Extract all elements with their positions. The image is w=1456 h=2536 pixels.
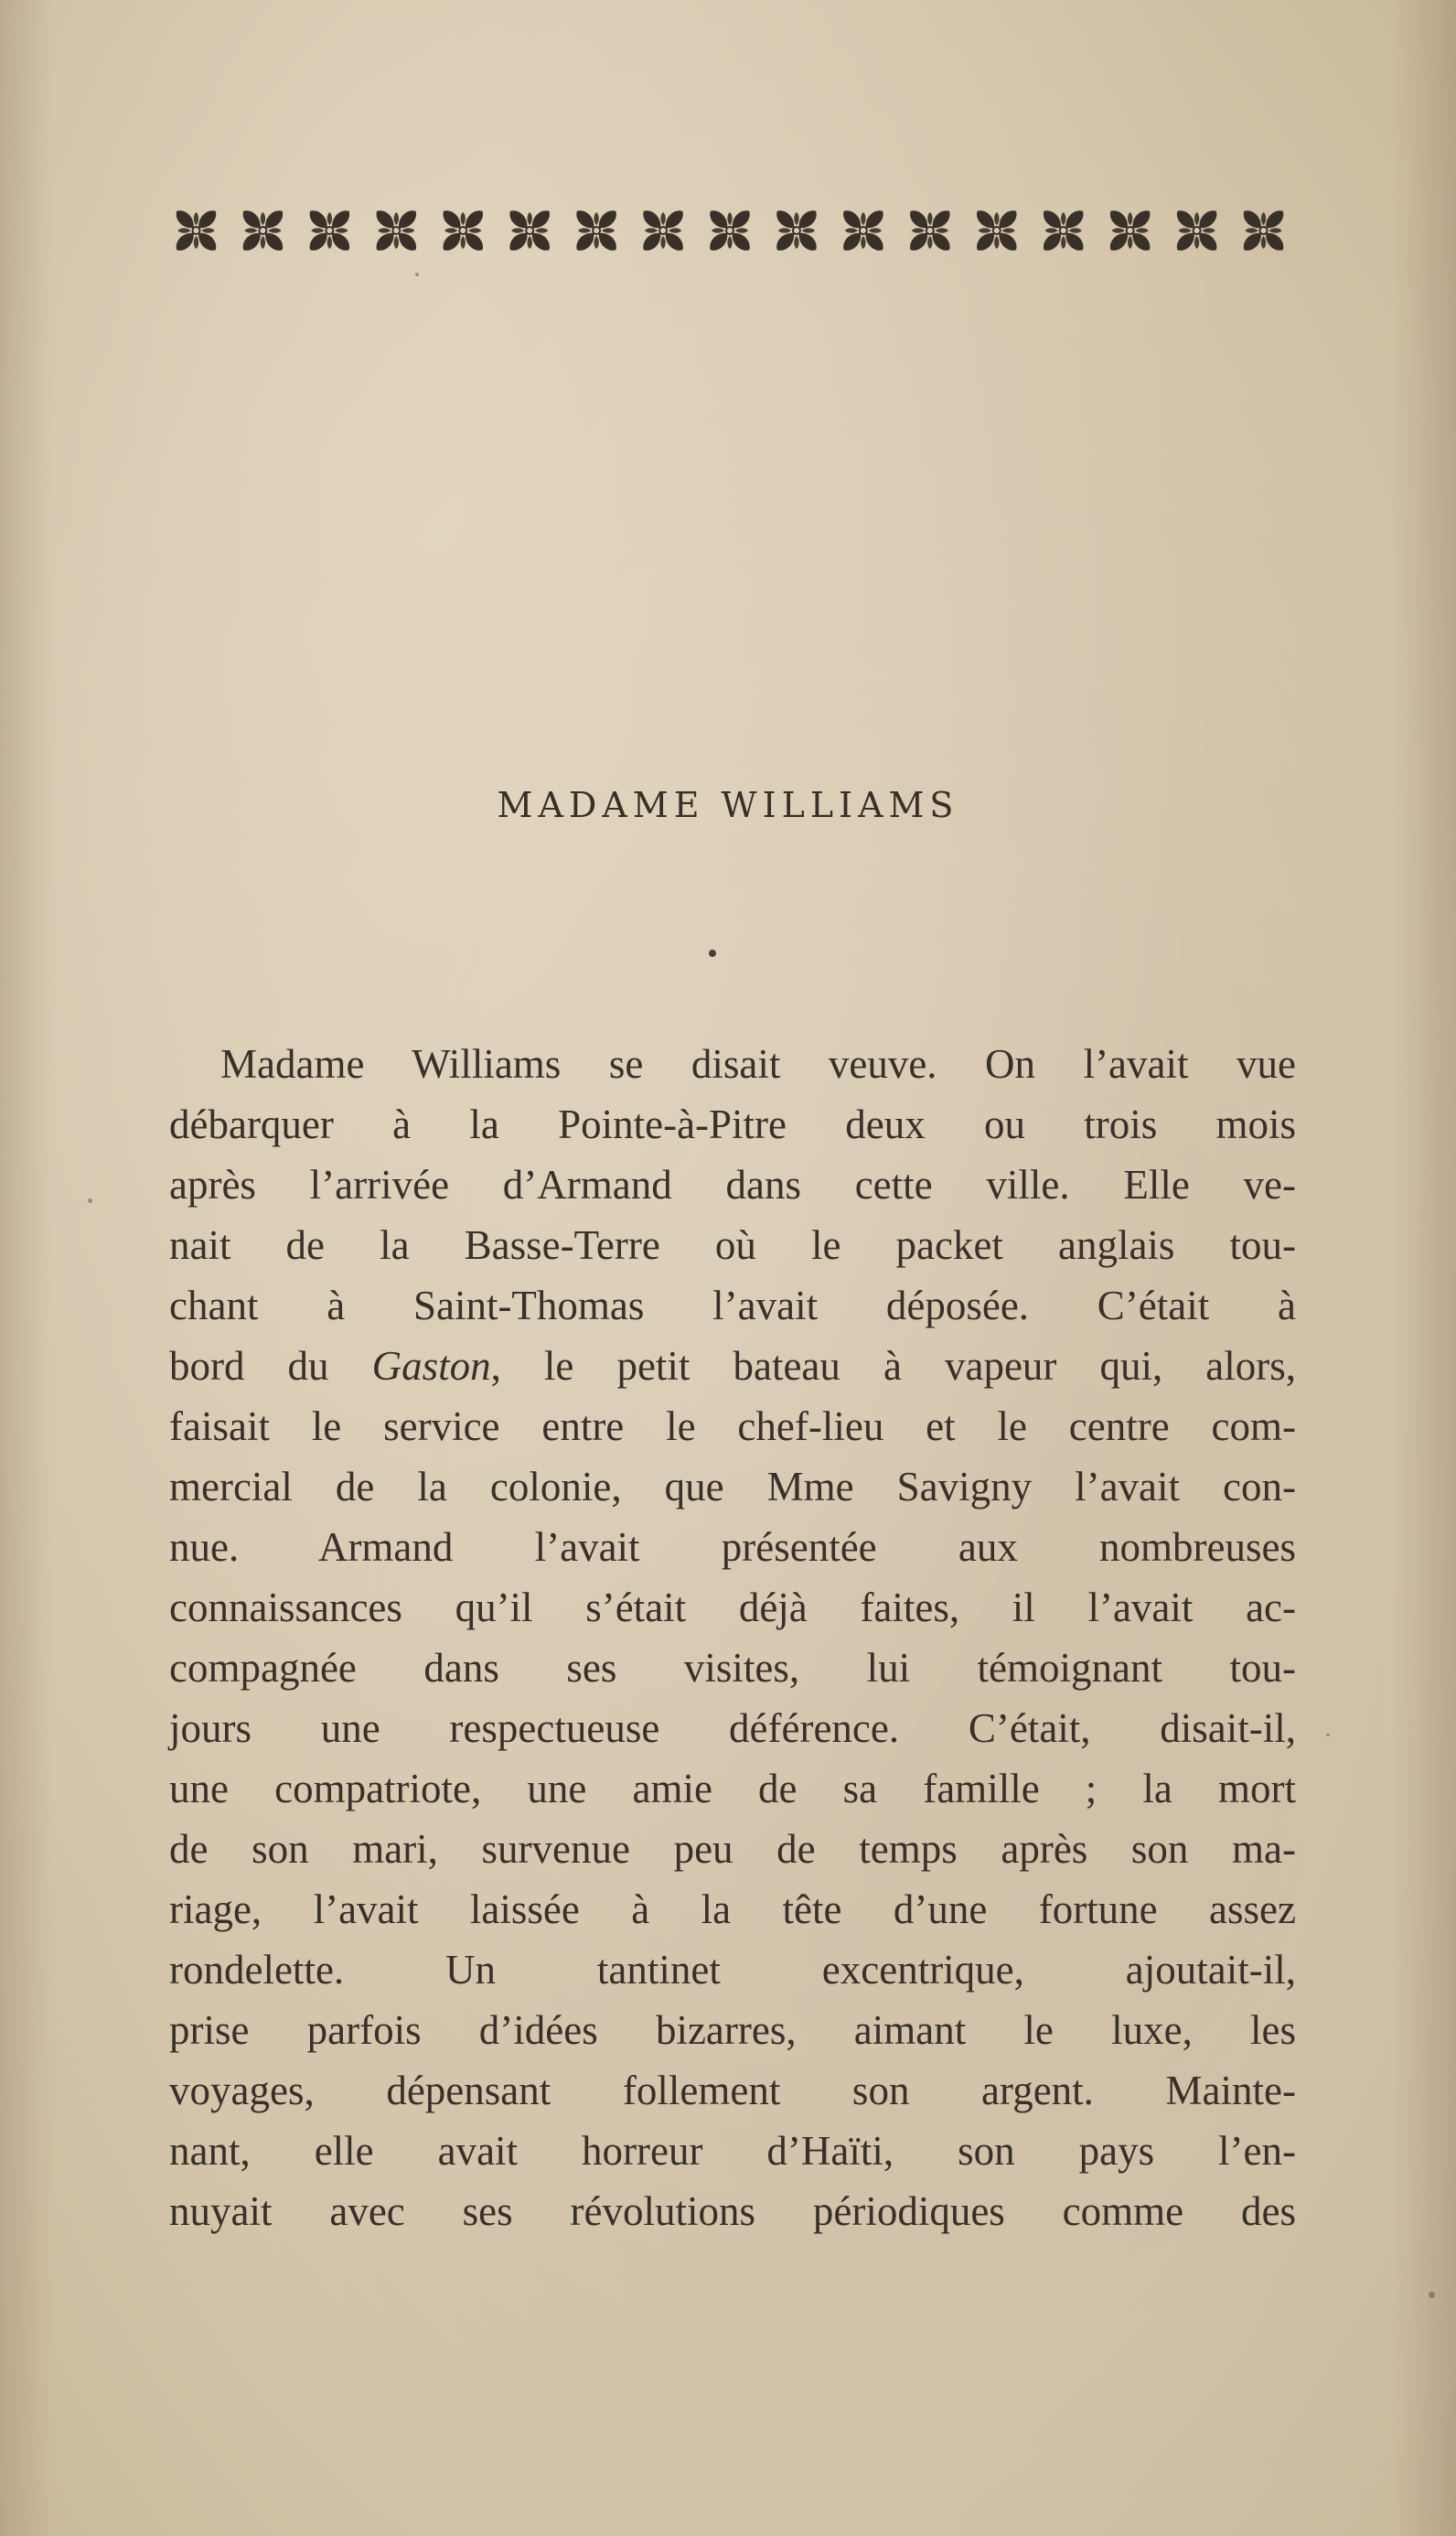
ornamental-border xyxy=(163,194,1297,267)
body-text xyxy=(169,1034,1296,2241)
fleuron-icon xyxy=(305,207,353,254)
page-shadow-left xyxy=(0,0,55,2536)
paper-speck xyxy=(415,273,419,276)
fleuron-icon xyxy=(1107,207,1154,254)
fleuron-icon xyxy=(506,207,553,254)
text-line: nuyait avec ses révolutions périodiques comme des xyxy=(169,2188,1296,2234)
text-line: connaissances qu’il s’était déjà faites, il l’avait ac- xyxy=(169,1585,1296,1630)
fleuron-icon xyxy=(573,207,620,254)
text-line: compagnée dans ses visites, lui témoignant tou- xyxy=(169,1645,1296,1691)
fleuron-icon xyxy=(439,207,487,254)
fleuron-icon xyxy=(973,207,1021,254)
text-line: prise parfois d’idées bizarres, aimant le luxe, les xyxy=(169,2007,1296,2053)
fleuron-icon xyxy=(906,207,954,254)
text-line: mercial de la colonie, que Mme Savigny l’avait con- xyxy=(169,1464,1296,1510)
text-line: riage, l’avait laissée à la tête d’une fortune assez xyxy=(169,1886,1296,1932)
text-line: faisait le service entre le chef-lieu et le centre com- xyxy=(169,1403,1296,1449)
text-line: chant à Saint-Thomas l’avait déposée. C’était à xyxy=(169,1283,1296,1328)
fleuron-icon xyxy=(172,207,219,254)
fleuron-icon xyxy=(706,207,754,254)
fleuron-icon xyxy=(639,207,687,254)
fleuron-icon xyxy=(840,207,887,254)
text-line: après l’arrivée d’Armand dans cette ville. Elle ve- xyxy=(169,1162,1296,1208)
title-dot xyxy=(709,950,716,957)
text-line: rondelette. Un tantinet excentrique, ajoutait-il, xyxy=(169,1947,1296,1993)
text-line: jours une respectueuse déférence. C’était, disait-il, xyxy=(169,1705,1296,1751)
page-shadow-right xyxy=(1392,0,1456,2536)
paper-speck xyxy=(1326,1734,1330,1736)
text-line: une compatriote, une amie de sa famille ; la mort xyxy=(169,1766,1296,1811)
fleuron-icon xyxy=(1040,207,1087,254)
text-line xyxy=(169,1336,1296,1396)
paper-speck xyxy=(1429,2292,1435,2298)
text-line: de son mari, survenue peu de temps après son ma- xyxy=(169,1826,1296,1872)
text-segment: , le petit bateau à vapeur qui, alors, xyxy=(490,1343,1296,1389)
fleuron-icon xyxy=(1240,207,1288,254)
fleuron-icon xyxy=(372,207,420,254)
paper-speck xyxy=(88,1198,92,1203)
text-segment: bord du xyxy=(169,1343,372,1389)
text-line: nant, elle avait horreur d’Haïti, son pays l’en- xyxy=(169,2128,1296,2174)
text-line: nue. Armand l’avait présentée aux nombreuses xyxy=(169,1524,1296,1570)
text-line: Madame Williams se disait veuve. On l’avait vue xyxy=(220,1041,1296,1087)
ship-name-italic: Gaston xyxy=(371,1343,491,1389)
fleuron-row xyxy=(163,194,1297,267)
text-line: voyages, dépensant follement son argent. Mainte- xyxy=(169,2068,1296,2113)
text-line: nait de la Basse-Terre où le packet anglais tou- xyxy=(169,1222,1296,1268)
fleuron-icon xyxy=(1173,207,1221,254)
chapter-title: MADAME WILLIAMS xyxy=(497,785,959,825)
fleuron-icon xyxy=(239,207,286,254)
fleuron-icon xyxy=(773,207,820,254)
text-line: débarquer à la Pointe-à-Pitre deux ou trois mois xyxy=(169,1101,1296,1147)
